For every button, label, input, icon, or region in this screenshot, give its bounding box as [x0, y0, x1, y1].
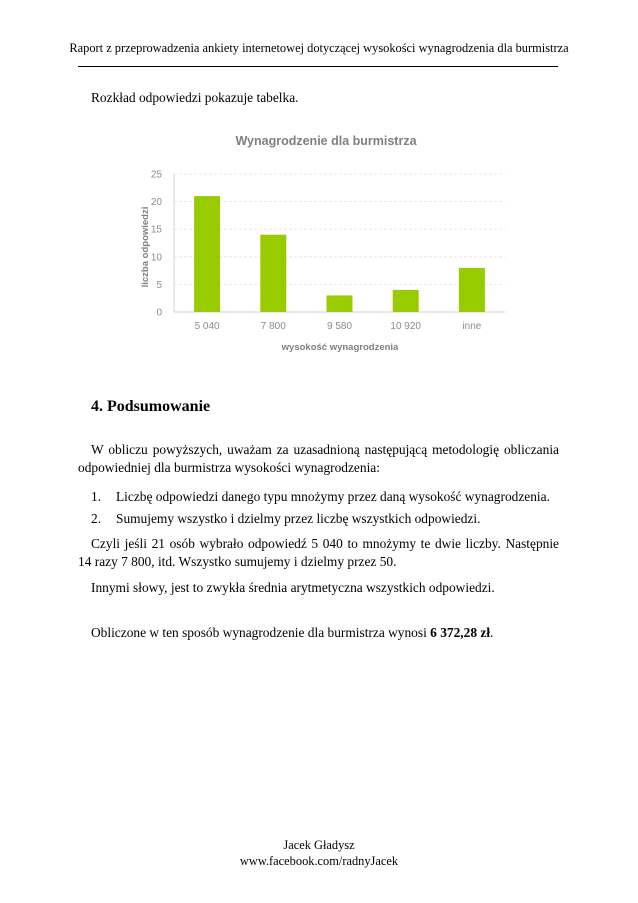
intro-text: Rozkład odpowiedzi pokazuje tabelka.: [91, 90, 299, 105]
list-number: 2.: [91, 511, 102, 526]
x-tick-label: 7 800: [260, 321, 286, 332]
result-amount: 6 372,28 zł: [430, 625, 491, 640]
x-tick-label: 5 040: [194, 321, 220, 332]
bars: [194, 196, 485, 312]
y-tick-labels: [151, 170, 163, 319]
footer-author: Jacek Gładysz: [283, 838, 355, 852]
list-item: [91, 511, 480, 527]
gridlines: [174, 174, 505, 284]
axes: [174, 174, 505, 312]
result-prefix: Obliczone w ten sposób wynagrodzenie dla burmistrza wynosi: [91, 625, 431, 640]
list-item: [91, 489, 550, 505]
footer-url: www.facebook.com/radnyJacek: [239, 854, 399, 868]
bar: [393, 290, 419, 312]
x-tick-label: 9 580: [326, 321, 353, 332]
chart-title: Wynagrodzenie dla burmistrza: [235, 134, 417, 148]
result-paragraph: [91, 624, 493, 642]
summary-paragraph: Innymi słowy, jest to zwykła średnia arytmetyczna wszystkich odpowiedzi.: [91, 580, 495, 595]
result-suffix: .: [490, 625, 494, 640]
bar: [194, 196, 220, 312]
list-text: Liczbę odpowiedzi danego typu mnożymy przez daną wysokość wynagrodzenia.: [116, 489, 550, 504]
y-tick-label: 20: [150, 197, 162, 209]
x-tick-label: 10 920: [390, 321, 421, 332]
y-tick-label: 0: [156, 307, 162, 319]
y-tick-label: 10: [150, 252, 162, 264]
y-axis-label: liczba odpowiedzi: [140, 206, 151, 288]
y-tick-label: 25: [150, 169, 162, 181]
y-tick-label: 15: [150, 224, 162, 236]
x-axis-label: wysokość wynagrodzenia: [281, 342, 399, 353]
bar: [327, 295, 353, 312]
bar: [260, 235, 286, 312]
x-tick-label: inne: [462, 321, 482, 332]
list-number: 1.: [91, 489, 102, 504]
page-footer: [0, 837, 638, 869]
page-header: Raport z przeprowadzenia ankiety internetowej dotyczącej wysokości wynagrodzenia dla burmistrza: [69, 41, 569, 55]
chart: [120, 128, 520, 368]
list-text: Sumujemy wszystko i dzielmy przez liczbę wszystkich odpowiedzi.: [116, 511, 481, 526]
x-tick-labels: [195, 321, 482, 332]
bar-chart: [120, 128, 520, 363]
example-paragraph: Czyli jeśli 21 osób wybrało odpowiedź 5 040 to mnożymy te dwie liczby. Następnie 14 razy 7 800, itd. Wszystko sumujemy i dzielmy przez 50.: [78, 536, 559, 569]
header-rule: [78, 66, 558, 67]
bar: [459, 268, 485, 312]
y-tick-label: 5: [156, 279, 162, 291]
section-title: 4. Podsumowanie: [91, 398, 211, 415]
body-paragraph: W obliczu powyższych, uważam za uzasadnioną następującą metodologię obliczania odpowiedniej dla burmistrza wysokości wynagrodzenia:: [78, 442, 559, 475]
